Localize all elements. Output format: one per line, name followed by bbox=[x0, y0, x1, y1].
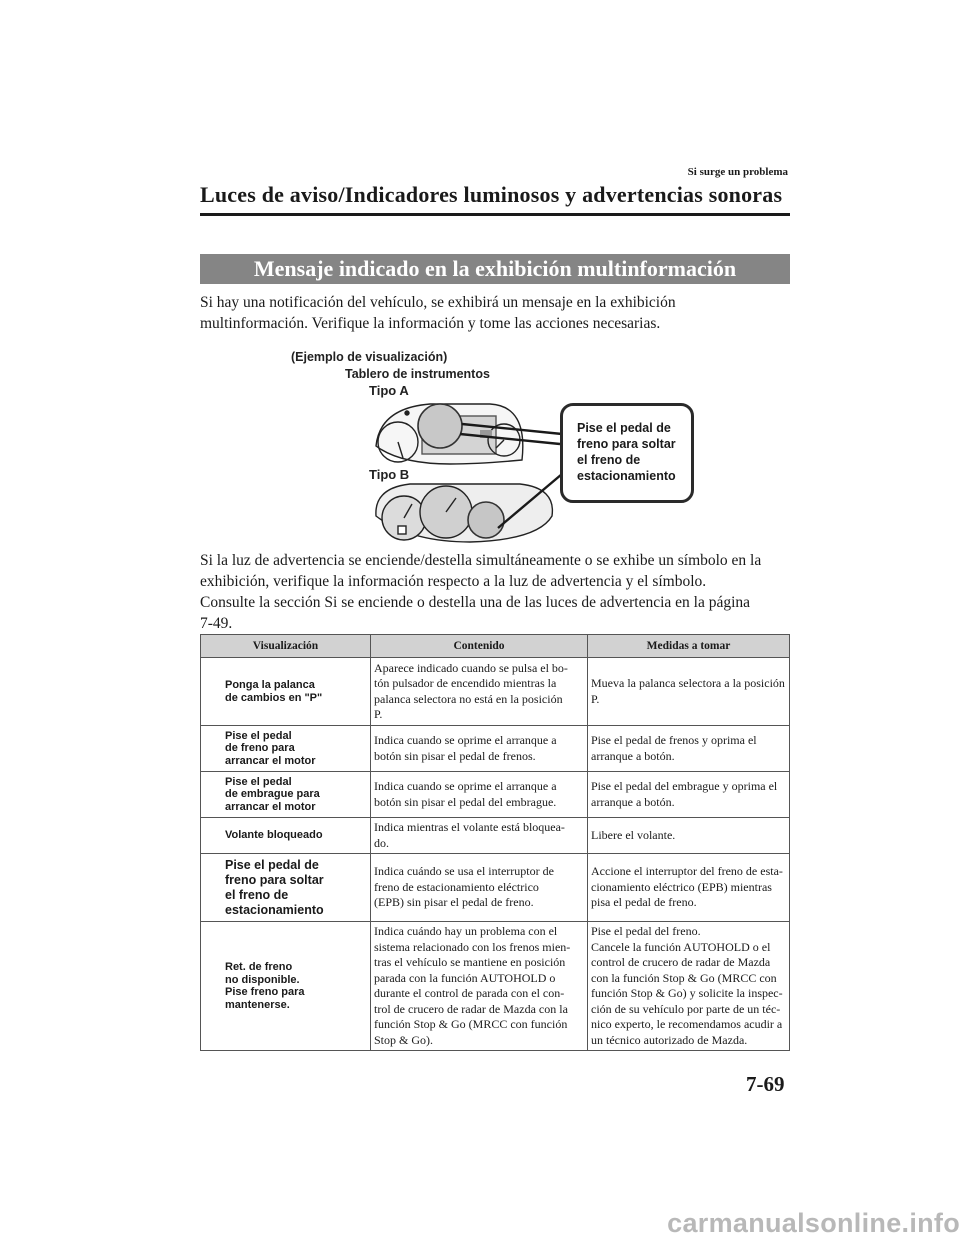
display-line: Pise el pedal bbox=[225, 729, 292, 742]
display-line: mantenerse. bbox=[225, 998, 290, 1011]
table-header-row bbox=[201, 635, 790, 658]
action-line: control de crucero de radar de Mazda bbox=[591, 955, 771, 969]
heading-divider bbox=[200, 213, 790, 216]
action-cell bbox=[588, 854, 790, 922]
intro-line: Si hay una notificación del vehículo, se exhibirá un mensaje en la exhibición bbox=[200, 294, 676, 311]
figure-example-label: (Ejemplo de visualización) bbox=[291, 350, 448, 364]
content-line: Indica cuando se oprime el arranque a bbox=[374, 779, 557, 793]
action-line: ción de su vehículo por parte de un téc- bbox=[591, 1001, 781, 1016]
cluster-type-a bbox=[376, 404, 523, 464]
action-line: nico experto, le recomendamos acudir a bbox=[591, 1017, 783, 1031]
display-line: arrancar el motor bbox=[225, 800, 316, 813]
content-line: do. bbox=[374, 835, 389, 850]
instrument-cluster-illustration bbox=[370, 398, 570, 546]
content-line: Aparece indicado cuando se pulsa el bo- bbox=[374, 660, 568, 675]
action-line: Mueva la palanca selectora a la posición bbox=[591, 676, 785, 690]
action-line: pisa el pedal de freno. bbox=[591, 895, 697, 910]
content-cell bbox=[371, 726, 588, 772]
content-line: Indica cuándo se usa el interruptor de bbox=[374, 864, 554, 879]
content-line: freno de estacionamiento eléctrico bbox=[374, 879, 539, 894]
display-cell bbox=[201, 658, 371, 726]
action-line: arranque a botón. bbox=[591, 794, 675, 809]
intro-paragraph bbox=[200, 292, 800, 334]
table-row bbox=[201, 818, 790, 854]
display-cell bbox=[201, 772, 371, 818]
display-line: no disponible. bbox=[225, 973, 300, 986]
content-line: Indica mientras el volante está bloquea- bbox=[374, 820, 565, 834]
content-line: botón sin pisar el pedal de frenos. bbox=[374, 748, 536, 763]
content-cell bbox=[371, 658, 588, 726]
action-line: Libere el volante. bbox=[591, 827, 676, 842]
action-line: Cancele la función AUTOHOLD o el bbox=[591, 939, 771, 954]
display-line: freno para soltar bbox=[225, 872, 324, 887]
callout-line: Pise el pedal de bbox=[577, 421, 671, 435]
body-line: Si la luz de advertencia se enciende/destella simultáneamente o se exhibe un símbolo en la bbox=[200, 552, 762, 569]
content-line: Indica cuando se oprime el arranque a bbox=[374, 733, 557, 747]
content-line: tón pulsador de encendido mientras la bbox=[374, 676, 557, 690]
action-line: un técnico autorizado de Mazda. bbox=[591, 1032, 748, 1047]
action-line: Pise el pedal del embrague y oprima el bbox=[591, 779, 778, 793]
content-line: (EPB) sin pisar el pedal de freno. bbox=[374, 895, 534, 910]
table-row bbox=[201, 854, 790, 922]
action-line: con la función Stop & Go (MRCC con bbox=[591, 970, 777, 985]
page-title: Luces de aviso/Indicadores luminosos y advertencias sonoras bbox=[200, 182, 783, 207]
content-cell bbox=[371, 772, 588, 818]
figure-panel-label: Tablero de instrumentos bbox=[345, 367, 490, 381]
display-line: arrancar el motor bbox=[225, 754, 316, 767]
watermark: carmanualsonline.info bbox=[667, 1208, 960, 1238]
display-line: el freno de bbox=[225, 887, 289, 902]
action-cell bbox=[588, 772, 790, 818]
action-line: Accione el interruptor del freno de esta- bbox=[591, 864, 783, 879]
content-line: botón sin pisar el pedal del embrague. bbox=[374, 794, 557, 809]
content-cell bbox=[371, 922, 588, 1051]
content-line: palanca selectora no está en la posición bbox=[374, 691, 563, 706]
column-header-content: Contenido bbox=[371, 635, 588, 658]
display-line: Pise el pedal bbox=[225, 775, 292, 788]
callout-message-box bbox=[560, 403, 694, 503]
display-cell bbox=[201, 818, 371, 854]
figure-type-b-label: Tipo B bbox=[369, 467, 410, 482]
table-row bbox=[201, 772, 790, 818]
action-line: arranque a botón. bbox=[591, 748, 675, 763]
content-line: P. bbox=[374, 707, 383, 721]
display-line: de cambios en "P" bbox=[225, 691, 323, 704]
content-cell bbox=[371, 854, 588, 922]
body-paragraph bbox=[200, 550, 800, 634]
column-header-display: Visualización bbox=[201, 635, 371, 658]
content-line: Indica cuándo hay un problema con el bbox=[374, 924, 558, 938]
column-header-action: Medidas a tomar bbox=[588, 635, 790, 658]
action-line: función Stop & Go) y solicite la inspec- bbox=[591, 986, 783, 1000]
display-line: Pise freno para bbox=[225, 986, 305, 998]
figure-type-a-label: Tipo A bbox=[369, 383, 409, 398]
display-line: de embrague para bbox=[225, 788, 320, 801]
callout-line: freno para soltar bbox=[577, 437, 676, 451]
action-cell bbox=[588, 818, 790, 854]
content-line: Stop & Go). bbox=[374, 1032, 434, 1047]
content-line: trol de crucero de radar de Mazda con la bbox=[374, 1001, 568, 1016]
display-line: Ponga la palanca bbox=[225, 679, 315, 691]
display-cell bbox=[201, 854, 371, 922]
content-line: tras el vehículo se mantiene en posición bbox=[374, 955, 566, 969]
display-line: Pise el pedal de bbox=[225, 857, 319, 872]
cluster-type-b bbox=[376, 484, 553, 542]
content-cell bbox=[371, 818, 588, 854]
content-line: función Stop & Go (MRCC con función bbox=[374, 1017, 568, 1031]
intro-line: multinformación. Verifique la información y tome las acciones necesarias. bbox=[200, 315, 661, 332]
table-row bbox=[201, 658, 790, 726]
section-banner: Mensaje indicado en la exhibición multinformación bbox=[200, 254, 790, 284]
display-line: estacionamiento bbox=[225, 902, 324, 917]
action-cell bbox=[588, 922, 790, 1051]
callout-line: el freno de bbox=[577, 453, 641, 467]
body-line: exhibición, verifique la información respecto a la luz de advertencia y el símbolo. bbox=[200, 573, 707, 590]
content-line: durante el control de parada con el con- bbox=[374, 986, 565, 1000]
table-row bbox=[201, 726, 790, 772]
callout-line: estacionamiento bbox=[577, 469, 676, 483]
action-cell bbox=[588, 658, 790, 726]
display-line: de freno para bbox=[225, 742, 295, 755]
display-cell bbox=[201, 922, 371, 1051]
display-line: Volante bloqueado bbox=[225, 829, 323, 842]
action-cell bbox=[588, 726, 790, 772]
display-cell bbox=[201, 726, 371, 772]
content-line: sistema relacionado con los frenos mien- bbox=[374, 939, 571, 954]
action-line: Pise el pedal del freno. bbox=[591, 924, 701, 938]
page-number: 7-69 bbox=[746, 1072, 785, 1096]
action-line: P. bbox=[591, 691, 600, 706]
content-line: parada con la función AUTOHOLD o bbox=[374, 970, 556, 985]
body-line: Consulte la sección Si se enciende o destella una de las luces de advertencia en la página bbox=[200, 594, 751, 611]
action-line: cionamiento eléctrico (EPB) mientras bbox=[591, 879, 772, 894]
messages-table bbox=[200, 634, 790, 1051]
display-line: Ret. de freno bbox=[225, 961, 293, 973]
action-line: Pise el pedal de frenos y oprima el bbox=[591, 733, 757, 747]
table-row bbox=[201, 922, 790, 1051]
section-label: Si surge un problema bbox=[687, 166, 788, 178]
body-line: 7-49. bbox=[200, 615, 233, 632]
